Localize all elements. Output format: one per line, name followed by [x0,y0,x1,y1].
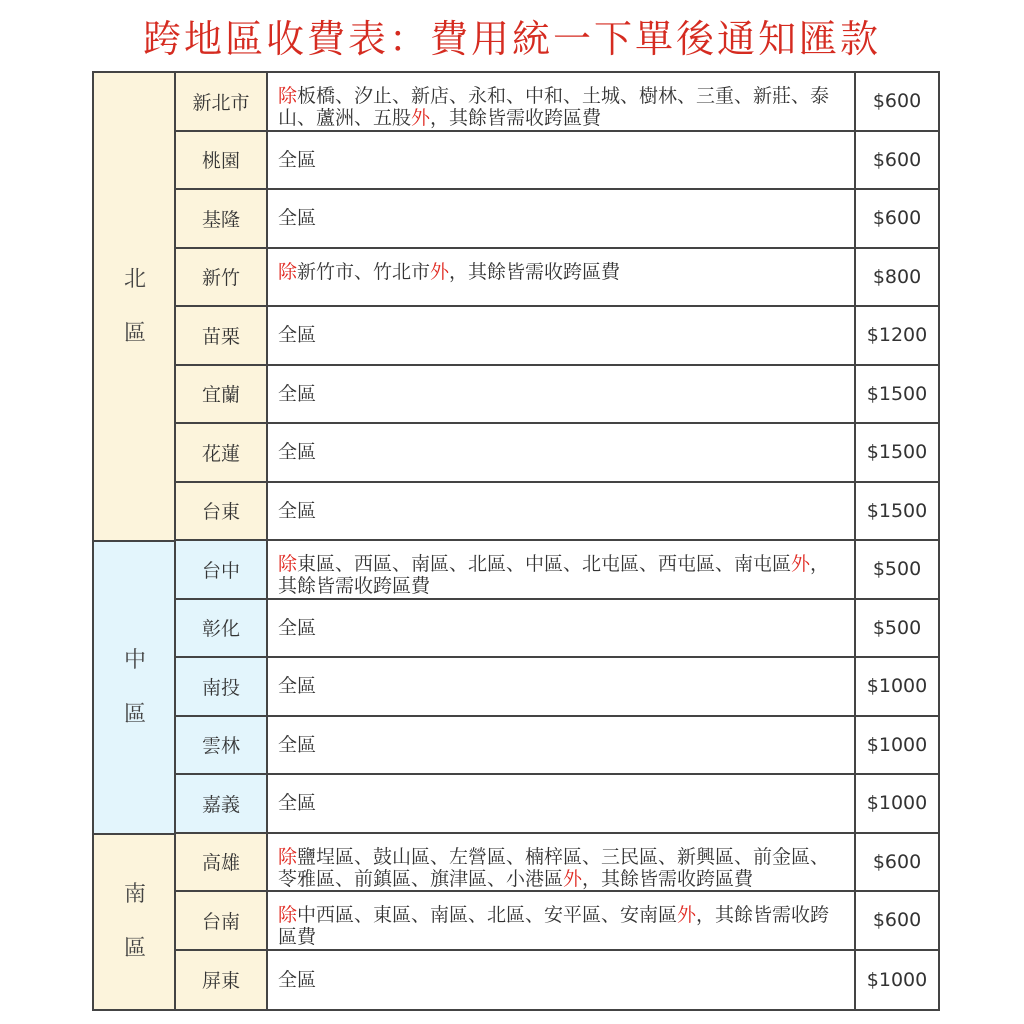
table-row [176,892,938,951]
fee-cell: $600 [872,90,922,113]
exclusion-suffix: 外 [411,107,431,129]
area-text [278,500,316,522]
area-text [278,792,316,814]
area-cell [268,600,856,657]
table-row [176,424,938,483]
area-cell [268,717,856,774]
area-note: ，其餘皆需收跨區費 [430,107,602,129]
fee-cell: $500 [872,558,922,581]
city-cell: 花蓮 [176,424,268,481]
table-row [176,307,938,366]
area-list: 全區 [278,324,317,347]
table-row [176,483,938,542]
exclusion-prefix: 除 [278,260,298,283]
area-list: 全區 [278,616,317,639]
area-list: 中西區、東區、南區、北區、安平區、安南區 [297,904,678,926]
exclusion-prefix: 除 [278,904,298,926]
city-cell: 台東 [176,483,268,540]
fee-cell: $1000 [866,675,928,698]
fee-cell: $1000 [866,968,928,991]
area-text [278,617,316,639]
table-row [176,249,938,308]
area-text [278,383,316,405]
area-list: 全區 [278,675,317,698]
area-text [278,969,316,991]
city-cell: 新竹 [176,249,268,306]
area-cell [268,249,856,306]
area-text [278,846,844,890]
area-list: 板橋、汐止、新店、永和、中和、土城、樹林、三重、新莊、泰山、蘆洲、五股 [278,85,830,129]
area-list: 全區 [278,207,317,230]
area-note: ，其餘皆需收跨區費 [278,904,830,948]
area-text [278,553,844,597]
region-north-char2: 區 [123,320,146,346]
exclusion-suffix: 外 [563,867,583,890]
fee-cell: $1000 [866,733,928,756]
exclusion-prefix: 除 [278,85,298,107]
table-row [176,834,938,893]
city-cell: 嘉義 [176,775,268,832]
area-text [278,149,316,171]
area-cell [268,424,856,481]
area-text [278,904,844,948]
region-north [94,73,176,542]
fee-cell: $1500 [866,499,928,522]
area-cell [268,775,856,832]
area-cell [268,132,856,189]
area-list: 全區 [278,499,317,522]
city-cell: 南投 [176,658,268,715]
area-list: 新竹市、竹北市 [297,260,431,283]
area-cell [268,366,856,423]
city-cell: 雲林 [176,717,268,774]
area-cell [268,658,856,715]
fee-cell: $600 [872,909,922,932]
city-cell: 台中 [176,541,268,598]
fee-cell: $1200 [866,324,928,347]
area-cell [268,541,856,598]
area-text [278,734,316,756]
city-cell: 彰化 [176,600,268,657]
area-list: 全區 [278,148,317,171]
table-row [176,366,938,425]
region-south-char1: 南 [123,882,146,907]
region-central-char1: 中 [123,647,146,673]
region-central-char2: 區 [123,701,146,727]
area-cell [268,73,856,130]
exclusion-suffix: 外 [677,904,697,926]
city-cell: 基隆 [176,190,268,247]
fee-cell: $600 [872,850,922,873]
area-list: 全區 [278,968,317,991]
region-central [94,542,176,835]
area-list: 全區 [278,792,317,815]
exclusion-prefix: 除 [278,553,298,575]
fee-cell: $800 [872,265,922,288]
exclusion-suffix: 外 [791,553,811,575]
area-list: 全區 [278,441,317,464]
fee-cell: $1000 [866,792,928,815]
exclusion-suffix: 外 [430,260,450,283]
area-note: ，其餘皆需收跨區費 [449,260,621,283]
area-cell [268,892,856,949]
area-cell [268,307,856,364]
city-cell: 新北市 [176,73,268,130]
area-text [278,207,316,229]
area-note: ，其餘皆需收跨區費 [582,867,754,890]
area-cell [268,951,856,1010]
city-cell: 苗栗 [176,307,268,364]
fee-cell: $500 [872,616,922,639]
table-row [176,600,938,659]
exclusion-prefix: 除 [278,845,298,868]
fee-cell: $1500 [866,382,928,405]
fee-cell: $1500 [866,441,928,464]
fee-table [92,71,940,1011]
table-row [176,775,938,834]
region-north-char1: 北 [123,266,146,292]
area-list: 鹽埕區、鼓山區、左營區、楠梓區、三民區、新興區、前金區、苓雅區、前鎮區、旗津區、小港區 [278,845,830,890]
fee-cell: $600 [872,207,922,230]
area-text [278,441,316,463]
area-list: 全區 [278,733,317,756]
table-row [176,717,938,776]
fee-cell: $600 [872,148,922,171]
table-row [176,658,938,717]
city-cell: 宜蘭 [176,366,268,423]
area-text [278,675,316,697]
table-row [176,132,938,191]
city-cell: 高雄 [176,834,268,891]
table-row [176,951,938,1010]
table-row [176,190,938,249]
region-south [94,835,176,1009]
area-note: ，其餘皆需收跨區費 [278,553,830,597]
area-cell [268,483,856,540]
area-text [278,261,620,283]
area-text [278,324,316,346]
region-south-char2: 區 [123,936,146,961]
area-text [278,85,844,129]
city-cell: 桃園 [176,132,268,189]
table-row [176,541,938,600]
city-cell: 屏東 [176,951,268,1010]
area-cell [268,834,856,891]
area-cell [268,190,856,247]
page-title: 跨地區收費表：費用統一下單後通知匯款 [142,17,881,61]
area-list: 全區 [278,382,317,405]
city-cell: 台南 [176,892,268,949]
area-list: 東區、西區、南區、北區、中區、北屯區、西屯區、南屯區 [297,553,792,575]
table-row [176,73,938,132]
